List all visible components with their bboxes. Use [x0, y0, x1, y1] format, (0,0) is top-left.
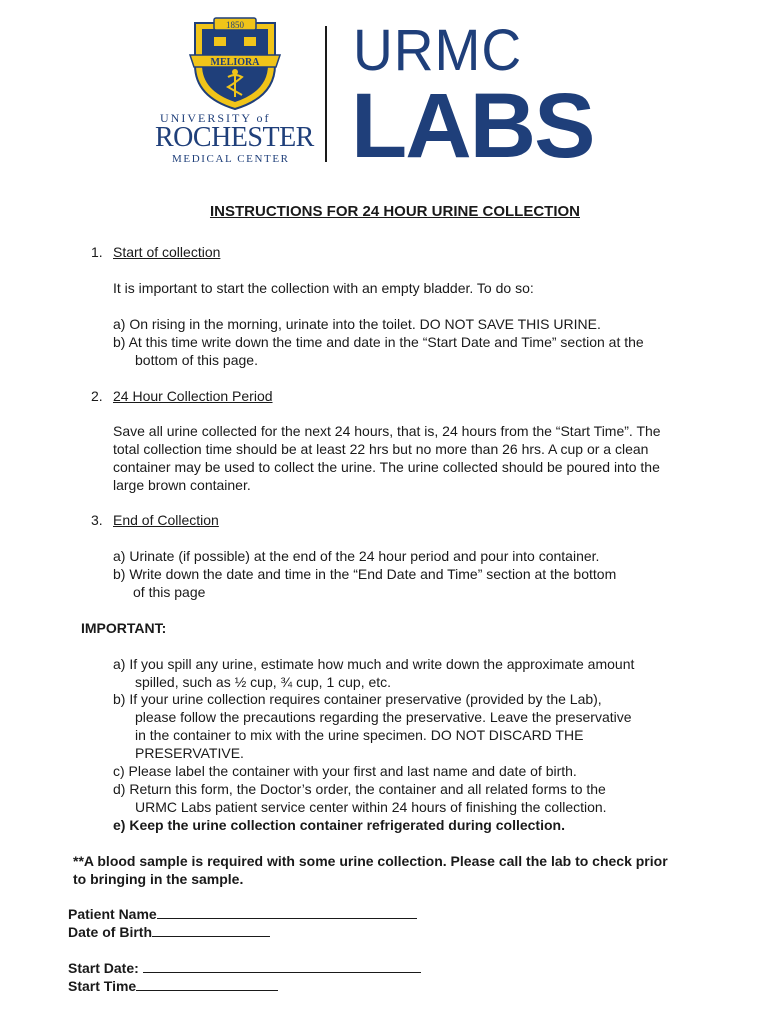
important-heading: IMPORTANT: — [81, 620, 167, 636]
section2-line3: container may be used to collect the urine. The urine collected should be poured into the — [113, 459, 660, 475]
section3-number: 3. — [91, 512, 103, 528]
seal-motto: MELIORA — [210, 57, 260, 68]
university-name-line1: UNIVERSITY of — [160, 111, 271, 125]
important-item-b: b) If your urine collection requires container preservative (provided by the Lab), — [113, 691, 602, 707]
section1-item-b: b) At this time write down the time and date in the “Start Date and Time” section at the — [113, 334, 644, 350]
start-date-label: Start Date: — [68, 960, 139, 976]
important-item-c: c) Please label the container with your first and last name and date of birth. — [113, 763, 577, 779]
start-time-field[interactable] — [68, 977, 278, 995]
labs-wordmark: LABS — [351, 75, 594, 177]
start-time-label: Start Time — [68, 978, 137, 994]
seal-year: 1850 — [226, 20, 244, 30]
blood-note-line1: **A blood sample is required with some urine collection. Please call the lab to check prior — [73, 853, 668, 869]
section1-intro: It is important to start the collection with an empty bladder. To do so: — [113, 280, 534, 296]
university-name-line3: MEDICAL CENTER — [172, 153, 290, 165]
university-name-line2: ROCHESTER — [155, 122, 314, 153]
important-item-b-cont3: PRESERVATIVE. — [135, 745, 244, 761]
section3-heading: End of Collection — [113, 512, 219, 528]
important-item-e: e) Keep the urine collection container refrigerated during collection. — [113, 817, 565, 833]
section1-item-a: a) On rising in the morning, urinate into the toilet. DO NOT SAVE THIS URINE. — [113, 316, 601, 332]
important-item-a-cont: spilled, such as ½ cup, ¾ cup, 1 cup, etc. — [135, 674, 392, 690]
section3-item-a: a) Urinate (if possible) at the end of the 24 hour period and pour into container. — [113, 548, 600, 564]
important-item-b-cont2: in the container to mix with the urine specimen. DO NOT DISCARD THE — [135, 727, 584, 743]
urmc-wordmark: URMC — [353, 18, 523, 83]
section2-line1: Save all urine collected for the next 24 hours, that is, 24 hours from the “Start Time”. The — [113, 423, 661, 439]
section2-heading: 24 Hour Collection Period — [113, 388, 273, 404]
section3-item-b: b) Write down the date and time in the “End Date and Time” section at the bottom — [113, 566, 617, 582]
dob-label: Date of Birth — [68, 924, 152, 940]
blood-note-line2: to bringing in the sample. — [73, 871, 244, 887]
section1-heading: Start of collection — [113, 244, 221, 260]
page-title: INSTRUCTIONS FOR 24 HOUR URINE COLLECTION — [209, 203, 580, 220]
patient-name-field[interactable] — [68, 905, 417, 923]
urmc-labs-logo — [325, 18, 594, 177]
important-item-d: d) Return this form, the Doctor’s order, the container and all related forms to the — [113, 781, 606, 797]
section2-line4: large brown container. — [113, 477, 251, 493]
patient-name-blank[interactable] — [157, 906, 417, 919]
section2-number: 2. — [91, 388, 103, 404]
patient-name-label: Patient Name — [68, 906, 157, 922]
dob-blank[interactable] — [152, 924, 270, 937]
start-date-blank[interactable] — [143, 960, 421, 973]
section1-number: 1. — [91, 244, 103, 260]
logo-divider — [325, 26, 327, 162]
section1-item-b-cont: bottom of this page. — [135, 352, 258, 368]
important-item-d-cont: URMC Labs patient service center within 24 hours of finishing the collection. — [135, 799, 607, 815]
start-date-field[interactable] — [68, 959, 421, 977]
section2-line2: total collection time should be at least 22 hrs but no more than 26 hrs. A cup or a clean — [113, 441, 649, 457]
section3-item-b-cont: of this page — [133, 584, 206, 600]
university-seal-icon — [150, 15, 320, 111]
dob-field[interactable] — [68, 923, 270, 941]
important-item-b-cont1: please follow the precautions regarding the preservative. Leave the preservative — [135, 709, 632, 725]
university-logo — [150, 15, 320, 165]
important-item-a: a) If you spill any urine, estimate how much and write down the approximate amount — [113, 656, 635, 672]
start-time-blank[interactable] — [136, 978, 278, 991]
